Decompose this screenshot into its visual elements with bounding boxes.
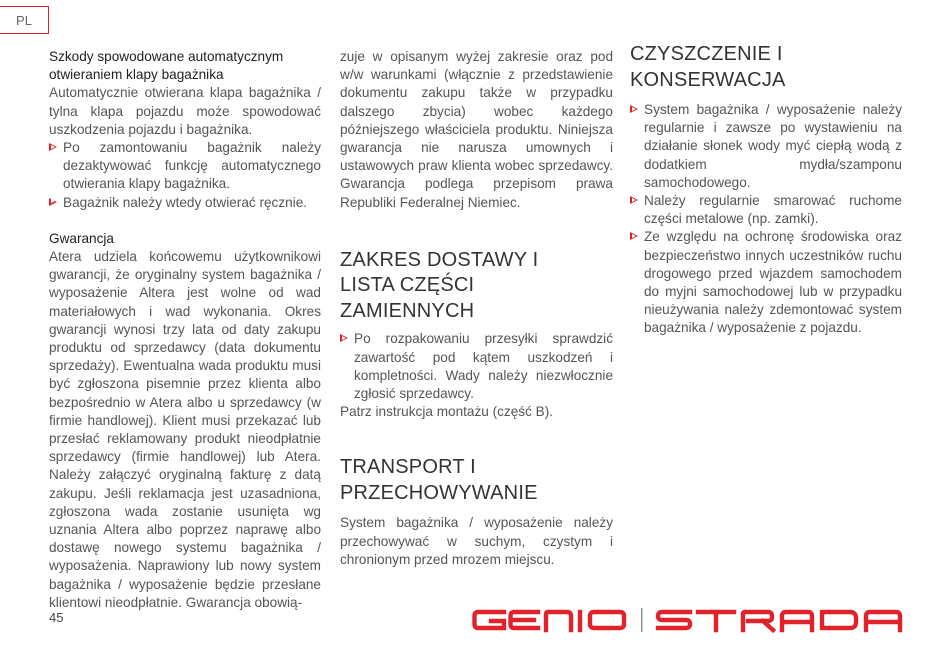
list-item: System bagażnika / wyposażenie należy regularnie i zawsze po wystawieniu na działanie słonek wody myć ciepłą wodą z dodatkiem mydła/szamponu samochodowego. (630, 101, 902, 192)
transport-heading: TRANSPORT I PRZECHOWYWANIE (340, 456, 538, 504)
cleaning-heading: CZYSZCZENIE I KONSERWACJA (630, 43, 786, 91)
list-item: Bagażnik należy wtedy otwierać ręcznie. (49, 194, 321, 212)
delivery-scope-heading: ZAKRES DOSTAWY I LISTA CZĘŚCI ZAMIENNYCH (340, 248, 539, 322)
language-label: PL (16, 12, 32, 28)
triangle-bullet-icon (630, 196, 638, 204)
list-item: Po rozpakowaniu przesyłki sprawdzić zawartość pod kątem uszkodzeń i kompletności. Wady należy niezwłocznie zgłosić sprzedawcy. (340, 330, 613, 403)
triangle-bullet-icon (630, 232, 638, 240)
damage-heading: Szkody spowodowane automatycznym otwieraniem klapy bagażnika (49, 49, 284, 83)
genio-strada-logo (472, 606, 904, 634)
list-item: Należy regularnie smarować ruchome części metalowe (np. zamki). (630, 192, 902, 228)
triangle-bullet-icon (630, 105, 638, 113)
warranty-paragraph: Atera udziela końcowemu użytkownikowi gwarancji, że oryginalny system bagażnika / wyposażenie Altera jest wolne od wad materiałowych i wad wykonania. Okres gwarancji wynosi trzy lata od daty zakupu produktu od sprzedawcy (data dokumentu sprzedaży). Ewentualna wada produktu musi być zgłoszona pisemnie przez klienta albo bezpośrednio w Atera albo u sprzedawcy (w firmie handlowej). Klient musi przekazać lub przesłać reklamowany produkt nieodpłatnie sprzedawcy (firmie handlowej) lub Atera. Należy załączyć oryginalną fakturę z datą zakupu. Jeśli reklamacja jest uzasadniona, zgłoszona wada zostanie usunięta wg uznania Altera albo poprzez naprawę albo dostawę nowego systemu bagażnika / wyposażenia. Naprawiony lub nowy system bagażnika / wyposażenie będzie przesłane klientowi nieodpłatnie. Gwarancja obowią- (49, 249, 321, 610)
column-2 (340, 48, 613, 569)
page-number: 45 (49, 610, 64, 625)
assembly-note: Patrz instrukcja montażu (część B). (340, 404, 554, 420)
triangle-bullet-icon (49, 198, 57, 206)
language-tab (0, 6, 49, 34)
warranty-continued-paragraph: zuje w opisanym wyżej zakresie oraz pod w/w warunkami (włącznie z przedstawienie dokumentu zakupu także w przypadku dalszego zbycia) wobec każdego późniejszego właściciela produktu. Niniejsza gwarancja nie narusza umownych i ustawowych praw klienta wobec sprzedawcy. Gwarancja podlega przepisom prawa Republiki Federalnej Niemiec. (340, 49, 613, 210)
list-item: Ze względu na ochronę środowiska oraz bezpieczeństwo innych uczestników ruchu drogowego przed wjazdem samochodem do myjni samochodowej lub w przypadku nieużywania należy zdemontować system bagażnika / wyposażenie z pojazdu. (630, 228, 902, 337)
triangle-bullet-icon (340, 334, 348, 342)
cleaning-bullet-list (630, 101, 902, 338)
delivery-bullet-list (340, 330, 613, 403)
storage-paragraph: System bagażnika / wyposażenie należy przechowywać w suchym, czystym i chronionym przed mrozem miejscu. (340, 515, 613, 567)
damage-paragraph: Automatycznie otwierana klapa bagażnika / tylna klapa pojazdu może spowodować uszkodzenia pojazdu i bagażnika. (49, 85, 321, 137)
column-3 (630, 42, 902, 338)
column-1 (49, 48, 321, 612)
damage-bullet-list (49, 139, 321, 212)
warranty-heading: Gwarancja (49, 230, 114, 246)
list-item: Po zamontowaniu bagażnik należy dezaktywować funkcję automatycznego otwierania klapy bagażnika. (49, 139, 321, 194)
triangle-bullet-icon (49, 143, 57, 151)
